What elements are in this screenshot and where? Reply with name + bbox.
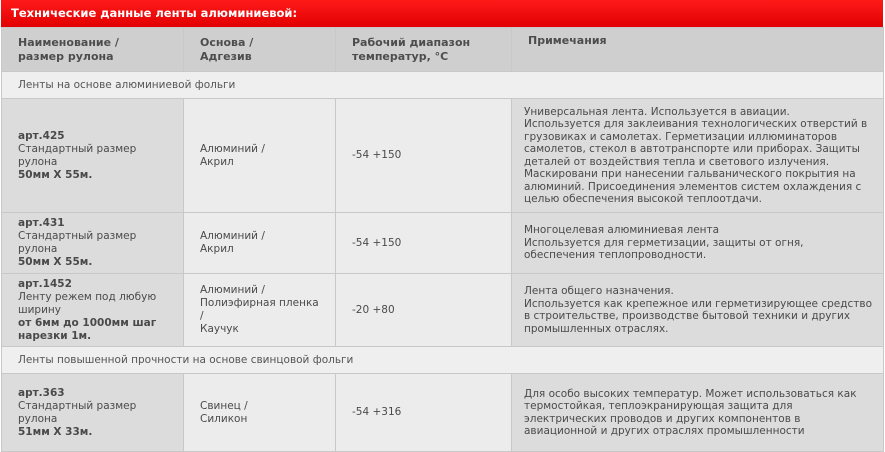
header-name: Наименование / размер рулона <box>2 28 184 72</box>
item-notes-cell: Лента общего назначения. Используется как крепежное или герметизирующее средство в строительстве, производстве бытовой техники и других промышленных отраслях. <box>512 274 884 347</box>
header-row <box>2 28 884 72</box>
item-base-cell: Свинец / Силикон <box>184 374 336 452</box>
item-notes-cell: Для особо высоких температур. Может использоваться как термостойкая, теплоэкранирующая защита для электрических проводов и других компонентов в авиационной и других отраслях промышленности <box>512 374 884 452</box>
table-row <box>2 213 884 274</box>
item-base-cell: Алюминий / Акрил <box>184 213 336 274</box>
item-temp-cell: -54 +316 <box>336 374 512 452</box>
roll-size: 51мм X 33м. <box>18 425 93 438</box>
section-lead: Ленты повышенной прочности на основе свинцовой фольги <box>2 347 884 374</box>
item-notes-cell: Многоцелевая алюминиевая лента Используется для герметизации, защиты от огня, обеспечения теплопроводности. <box>512 213 884 274</box>
table-row <box>2 99 884 213</box>
roll-desc: Ленту режем под любую ширину <box>18 290 157 316</box>
item-base-cell: Алюминий / Акрил <box>184 99 336 213</box>
item-notes-cell: Универсальная лента. Используется в авиации. Используется для заклеивания технологических отверстий в грузовиках и самолетах. Герметизации иллюминаторов самолетов, стекол в автотранспорте или приборах. Защиты деталей от воздействия тепла и светового излучения. Маскировани при нанесении гальванического покрытия на алюминий. Присоединения элементов систем охлаждения с целью обеспечения высокой теплоотдачи. <box>512 99 884 213</box>
item-temp-cell: -54 +150 <box>336 99 512 213</box>
table-row <box>2 374 884 452</box>
item-name-cell <box>2 374 184 452</box>
header-temp: Рабочий диапазон температур, °С <box>336 28 512 72</box>
section-row <box>2 347 884 374</box>
article-number: арт.363 <box>18 386 65 399</box>
item-temp-cell: -54 +150 <box>336 213 512 274</box>
article-number: арт.425 <box>18 129 65 142</box>
roll-desc: Стандартный размер рулона <box>18 399 137 425</box>
item-base-cell: Алюминий / Полиэфирная пленка / Каучук <box>184 274 336 347</box>
item-name-cell <box>2 274 184 347</box>
roll-desc: Стандартный размер рулона <box>18 230 137 255</box>
roll-desc: Стандартный размер рулона <box>18 142 137 168</box>
item-temp-cell: -20 +80 <box>336 274 512 347</box>
roll-size: 50мм X 55м. <box>18 168 93 181</box>
roll-size: 50мм X 55м. <box>18 256 93 268</box>
header-base: Основа / Адгезив <box>184 28 336 72</box>
article-number: арт.1452 <box>18 277 72 290</box>
table-row <box>2 274 884 347</box>
section-row <box>2 72 884 99</box>
roll-size: от 6мм до 1000мм шаг нарезки 1м. <box>18 316 157 342</box>
article-number: арт.431 <box>18 217 65 229</box>
item-name-cell <box>2 213 184 274</box>
section-aluminum: Ленты на основе алюминиевой фольги <box>2 72 884 99</box>
header-notes: Примечания <box>512 28 884 72</box>
item-name-cell <box>2 99 184 213</box>
spec-table <box>1 27 884 452</box>
table-title: Технические данные ленты алюминиевой: <box>1 0 883 27</box>
